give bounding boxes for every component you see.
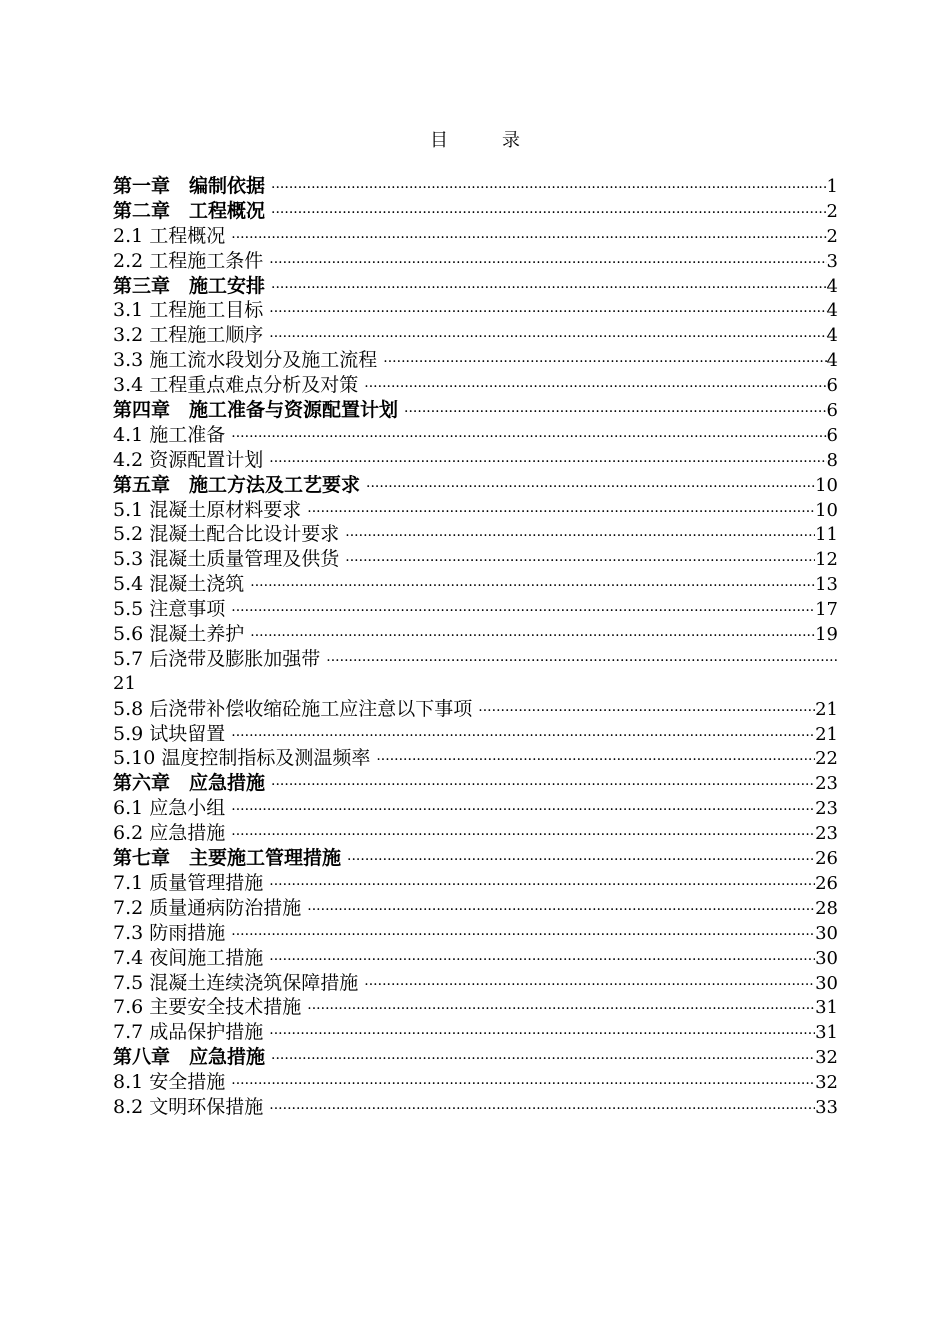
dot-leader [231,798,815,823]
toc-entry-label: 5.3 混凝土质量管理及供货 [113,548,340,571]
toc-page-number: 19 [815,624,838,646]
toc-entry-label: 7.2 质量通病防治措施 [113,896,302,919]
toc-page-number: 6 [826,375,838,397]
toc-page-number: 3 [826,250,838,272]
dot-leader [231,923,815,948]
toc-section-entry[interactable] [113,946,838,971]
toc-entry-label: 7.4 夜间施工措施 [113,946,264,969]
toc-page-number: 23 [815,798,838,820]
dot-leader [269,325,826,350]
toc-section-entry[interactable] [113,423,838,448]
toc-chapter-entry[interactable] [113,1045,838,1070]
toc-page-number: 30 [815,972,838,994]
toc-page-number: 21 [113,672,136,694]
toc-entry-label: 3.2 工程施工顺序 [113,324,264,347]
toc-entry-label: 2.2 工程施工条件 [113,249,264,272]
toc-page-number: 21 [815,723,838,745]
toc-page-number: 10 [815,474,838,496]
toc-section-entry[interactable] [113,547,838,572]
toc-entry-label: 3.3 施工流水段划分及施工流程 [113,349,378,372]
toc-page-number: 28 [815,897,838,919]
toc-section-entry[interactable] [113,921,838,946]
toc-section-entry[interactable] [113,323,838,348]
dot-leader [231,823,815,848]
toc-entry-label: 5.2 混凝土配合比设计要求 [113,523,340,546]
toc-chapter-entry[interactable] [113,274,838,299]
dot-leader [383,350,826,375]
toc-page-number: 4 [826,300,838,322]
toc-entry-label: 8.1 安全措施 [113,1071,226,1094]
toc-section-entry[interactable] [113,373,838,398]
toc-section-entry[interactable] [113,622,838,647]
toc-section-entry[interactable] [113,448,838,473]
dot-leader [345,524,815,549]
toc-chapter-entry[interactable] [113,174,838,199]
table-of-contents [113,174,838,1120]
toc-entry-label: 2.1 工程概况 [113,224,226,247]
toc-entry-label: 3.4 工程重点难点分析及对策 [113,374,359,397]
toc-page-number: 4 [826,325,838,347]
dot-leader [250,574,815,599]
toc-page-number: 32 [815,1072,838,1094]
toc-section-entry[interactable] [113,697,838,722]
dot-leader [231,1072,815,1097]
toc-page-number: 12 [815,549,838,571]
toc-section-entry[interactable] [113,821,838,846]
toc-section-entry[interactable] [113,1070,838,1095]
dot-leader [307,997,815,1022]
dot-leader [366,475,815,500]
toc-page-number: 2 [826,200,838,222]
toc-page-number: 6 [826,424,838,446]
toc-chapter-entry[interactable] [113,846,838,871]
toc-chapter-entry[interactable] [113,473,838,498]
toc-page-number: 17 [815,599,838,621]
toc-entry-label: 7.3 防雨措施 [113,921,226,944]
toc-entry-label: 第一章 编制依据 [113,175,266,197]
toc-page-number: 13 [815,574,838,596]
dot-leader [231,599,815,624]
toc-section-entry[interactable] [113,722,838,747]
toc-entry-label: 7.7 成品保护措施 [113,1021,264,1044]
toc-entry-label: 5.7 后浇带及膨胀加强带 [113,647,321,670]
toc-page-number: 30 [815,922,838,944]
toc-section-entry[interactable] [113,522,838,547]
toc-section-entry[interactable] [113,1095,838,1120]
toc-entry-label: 4.1 施工准备 [113,423,226,446]
dot-leader [271,773,815,798]
dot-leader [269,300,826,325]
toc-section-entry[interactable] [113,871,838,896]
dot-leader [269,873,815,898]
toc-page-number: 11 [815,524,838,546]
toc-entry-label: 4.2 资源配置计划 [113,448,264,471]
toc-section-entry[interactable] [113,896,838,921]
toc-page-number: 8 [826,449,838,471]
toc-page-number: 26 [815,872,838,894]
toc-section-entry[interactable] [113,746,838,771]
toc-chapter-entry[interactable] [113,398,838,423]
toc-page-number: 23 [815,773,838,795]
toc-entry-label: 7.6 主要安全技术措施 [113,996,302,1019]
toc-title: 目 录 [430,130,538,151]
toc-entry-label: 第八章 应急措施 [113,1046,266,1069]
toc-entry-label: 第三章 施工安排 [113,274,266,297]
toc-section-entry[interactable] [113,597,838,622]
toc-entry-label: 5.5 注意事项 [113,598,226,621]
toc-section-entry[interactable] [113,572,838,597]
dot-leader [269,1097,815,1122]
toc-chapter-entry[interactable] [113,771,838,796]
dot-leader [271,176,827,201]
dot-leader [307,898,815,923]
toc-section-entry[interactable] [113,971,838,996]
toc-page-number: 21 [815,698,838,720]
toc-page-number: 1 [826,176,838,197]
toc-section-entry[interactable] [113,298,838,323]
toc-entry-label: 5.1 混凝土原材料要求 [113,498,302,521]
toc-section-entry[interactable] [113,348,838,373]
toc-entry-label: 5.9 试块留置 [113,722,226,745]
toc-entry-label: 7.1 质量管理措施 [113,871,264,894]
dot-leader [269,948,815,973]
toc-entry-label: 第二章 工程概况 [113,199,266,222]
toc-entry-label: 5.8 后浇带补偿收缩砼施工应注意以下事项 [113,697,473,720]
toc-entry-label: 第五章 施工方法及工艺要求 [113,473,361,496]
toc-entry-label: 5.4 混凝土浇筑 [113,573,245,596]
dot-leader [364,973,815,998]
dot-leader [376,748,815,773]
toc-section-entry[interactable] [113,647,838,672]
toc-entry-label: 6.2 应急措施 [113,822,226,845]
dot-leader [269,450,826,475]
dot-leader [269,1022,815,1047]
toc-chapter-entry[interactable] [113,199,838,224]
toc-page-number: 30 [815,947,838,969]
dot-leader [231,425,826,450]
dot-leader [271,1047,815,1072]
dot-leader [271,276,827,301]
toc-section-entry[interactable] [113,249,838,274]
dot-leader [478,699,815,724]
toc-section-entry[interactable] [113,995,838,1020]
toc-page-number: 4 [826,275,838,297]
toc-page-number: 31 [815,1022,838,1044]
toc-page-number: 22 [815,748,838,770]
dot-leader [231,724,815,749]
toc-page-number: 26 [815,848,838,870]
dot-leader [404,400,827,425]
toc-section-entry[interactable] [113,498,838,523]
toc-page-number: 32 [815,1047,838,1069]
toc-page-number: 10 [815,499,838,521]
toc-page-number: 4 [826,350,838,372]
toc-entry-label: 3.1 工程施工目标 [113,299,264,322]
toc-entry-label: 第四章 施工准备与资源配置计划 [113,399,399,422]
dot-leader [231,226,826,251]
dot-leader [345,549,815,574]
toc-entry-label: 6.1 应急小组 [113,797,226,820]
toc-section-entry[interactable] [113,224,838,249]
dot-leader [364,375,826,400]
toc-page-number: 2 [826,225,838,247]
dot-leader [347,848,815,873]
toc-entry-label: 7.5 混凝土连续浇筑保障措施 [113,971,359,994]
toc-page-number: 6 [826,400,838,422]
dot-leader [326,649,838,674]
toc-entry-label: 第七章 主要施工管理措施 [113,847,342,870]
toc-page-number: 23 [815,823,838,845]
toc-entry-label: 8.2 文明环保措施 [113,1095,264,1118]
toc-section-entry[interactable] [113,796,838,821]
toc-entry-label: 5.10 温度控制指标及测温频率 [113,747,371,770]
toc-page-number: 31 [815,997,838,1019]
dot-leader [250,624,815,649]
toc-section-entry[interactable] [113,1020,838,1045]
toc-entry-label: 第六章 应急措施 [113,772,266,795]
dot-leader [271,201,827,226]
toc-entry-label: 5.6 混凝土养护 [113,623,245,646]
dot-leader [269,251,826,276]
dot-leader [307,500,815,525]
toc-page-number: 33 [815,1096,838,1118]
